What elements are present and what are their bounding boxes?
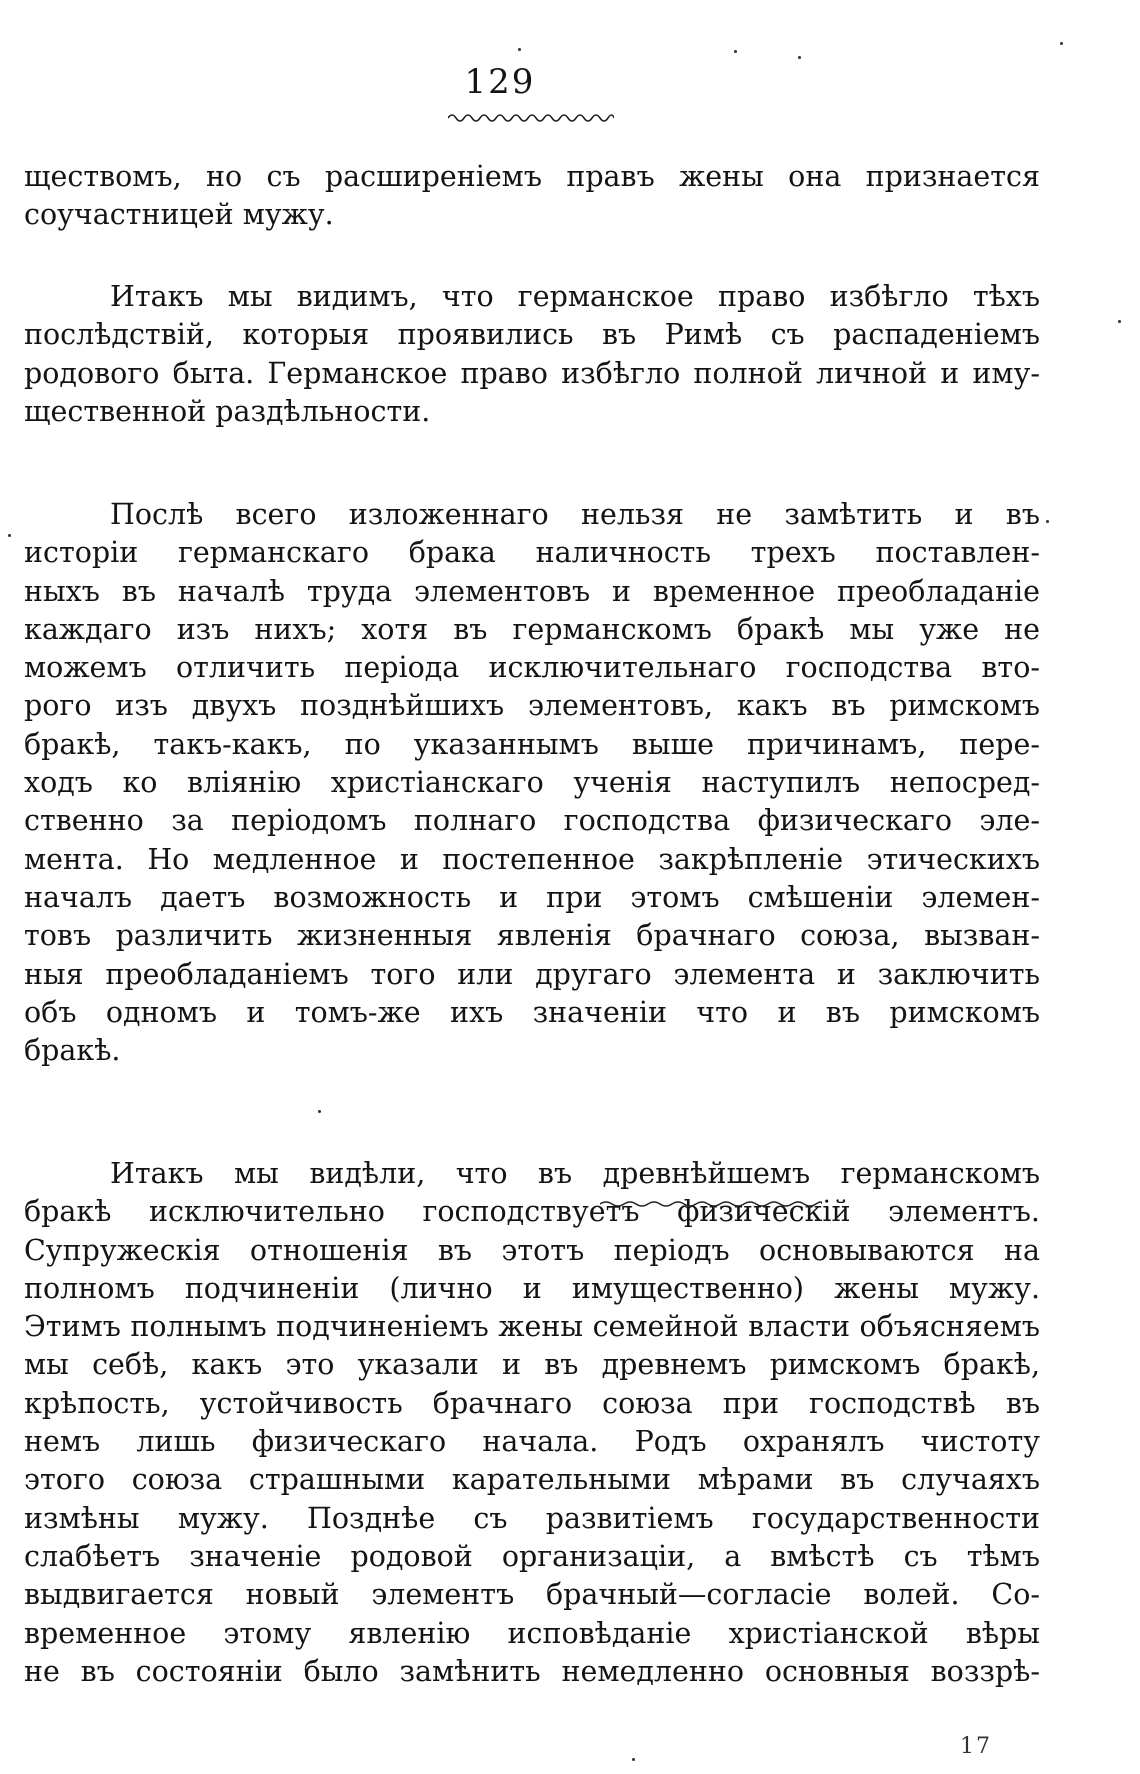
paragraph-4 (24, 1155, 1040, 1691)
paragraph-1 (24, 158, 1040, 235)
ornament-rule (448, 112, 614, 124)
text-line: немъ лишь физическаго начала. Родъ охранялъ чистоту (24, 1425, 1040, 1459)
scan-speck (734, 50, 737, 53)
text-line: слабѣетъ значеніе родовой организаціи, а вмѣстѣ съ тѣмъ (24, 1539, 1040, 1573)
text-line: Итакъ мы видимъ, что германское право избѣгло тѣхъ (110, 280, 1040, 313)
text-line: ществомъ, но съ расширеніемъ правъ жены она признается (24, 160, 1040, 193)
signature-mark: 17 (960, 1734, 992, 1759)
page-number-text: 129 (464, 62, 536, 102)
text-line: Этимъ полнымъ подчиненіемъ жены семейной власти объясняемъ (24, 1310, 1040, 1344)
text-line: соучастницей мужу. (24, 198, 334, 232)
text-line: родового быта. Германское право избѣгло полной личной и иму- (24, 356, 1040, 390)
text-line: щественной раздѣльности. (24, 394, 431, 428)
text-line: мы себѣ, какъ это указали и въ древнемъ римскомъ бракѣ, (24, 1348, 1040, 1382)
text-line: ходъ ко вліянію христіанскаго ученія наступилъ непосред- (24, 766, 1040, 800)
scan-speck (1118, 320, 1121, 323)
handwritten-underline (600, 1200, 822, 1208)
scan-speck (1046, 520, 1049, 523)
text-line: каждаго изъ нихъ; хотя въ германскомъ бракѣ мы уже не (24, 612, 1040, 646)
scan-speck (798, 56, 801, 59)
scan-speck (518, 48, 521, 51)
text-line: этого союза страшными карательными мѣрами въ случаяхъ (24, 1463, 1040, 1497)
paragraph-2 (24, 278, 1040, 431)
scan-speck (318, 1110, 321, 1113)
text-line: бракѣ. (24, 1034, 121, 1068)
text-line: Послѣ всего изложеннаго нельзя не замѣтить и въ (110, 498, 1040, 531)
text-line: началъ даетъ возможность и при этомъ смѣшеніи элемен- (24, 880, 1040, 914)
text-line: ныхъ въ началѣ труда элементовъ и временное преобладаніе (24, 574, 1040, 608)
text-line: Итакъ мы видѣли, что въ древнѣйшемъ германскомъ (110, 1157, 1040, 1190)
text-line: измѣны мужу. Позднѣе съ развитіемъ государственности (24, 1501, 1040, 1535)
text-line: временное этому явленію исповѣданіе христіанской вѣры (24, 1616, 1040, 1650)
text-line: объ одномъ и томъ-же ихъ значеніи что и въ римскомъ (24, 995, 1040, 1029)
scan-speck (1060, 42, 1063, 45)
text-line: послѣдствій, которыя проявились въ Римѣ съ распаденіемъ (24, 318, 1040, 352)
text-line: ственно за періодомъ полнаго господства физическаго эле- (24, 804, 1040, 838)
text-line: исторіи германскаго брака наличность трехъ поставлен- (24, 536, 1040, 570)
text-line: крѣпость, устойчивость брачнаго союза при господствѣ въ (24, 1386, 1040, 1420)
text-line: выдвигается новый элементъ брачный—согласіе волей. Со- (24, 1578, 1040, 1612)
text-line: рого изъ двухъ позднѣйшихъ элементовъ, какъ въ римскомъ (24, 689, 1040, 723)
text-line: бракѣ, такъ-какъ, по указаннымъ выше причинамъ, пере- (24, 727, 1040, 761)
text-line: бракѣ исключительно господствуетъ физическій элементъ. (24, 1195, 1040, 1229)
text-line: полномъ подчиненіи (лично и имущественно) жены мужу. (24, 1271, 1040, 1305)
text-line: Супружескія отношенія въ этотъ періодъ основываются на (24, 1233, 1040, 1267)
scan-speck (8, 534, 11, 537)
text-line: ныя преобладаніемъ того или другаго элемента и заключить (24, 957, 1040, 991)
text-line: можемъ отличить періода исключительнаго господства вто- (24, 651, 1040, 685)
text-line: мента. Но медленное и постепенное закрѣпленіе этическихъ (24, 842, 1040, 876)
scan-speck (632, 1758, 635, 1761)
text-line: товъ различить жизненныя явленія брачнаго союза, вызван- (24, 919, 1040, 953)
text-line: не въ состояніи было замѣнить немедленно основныя воззрѣ- (24, 1654, 1040, 1688)
page-number (430, 62, 570, 102)
paragraph-3 (24, 496, 1040, 1070)
